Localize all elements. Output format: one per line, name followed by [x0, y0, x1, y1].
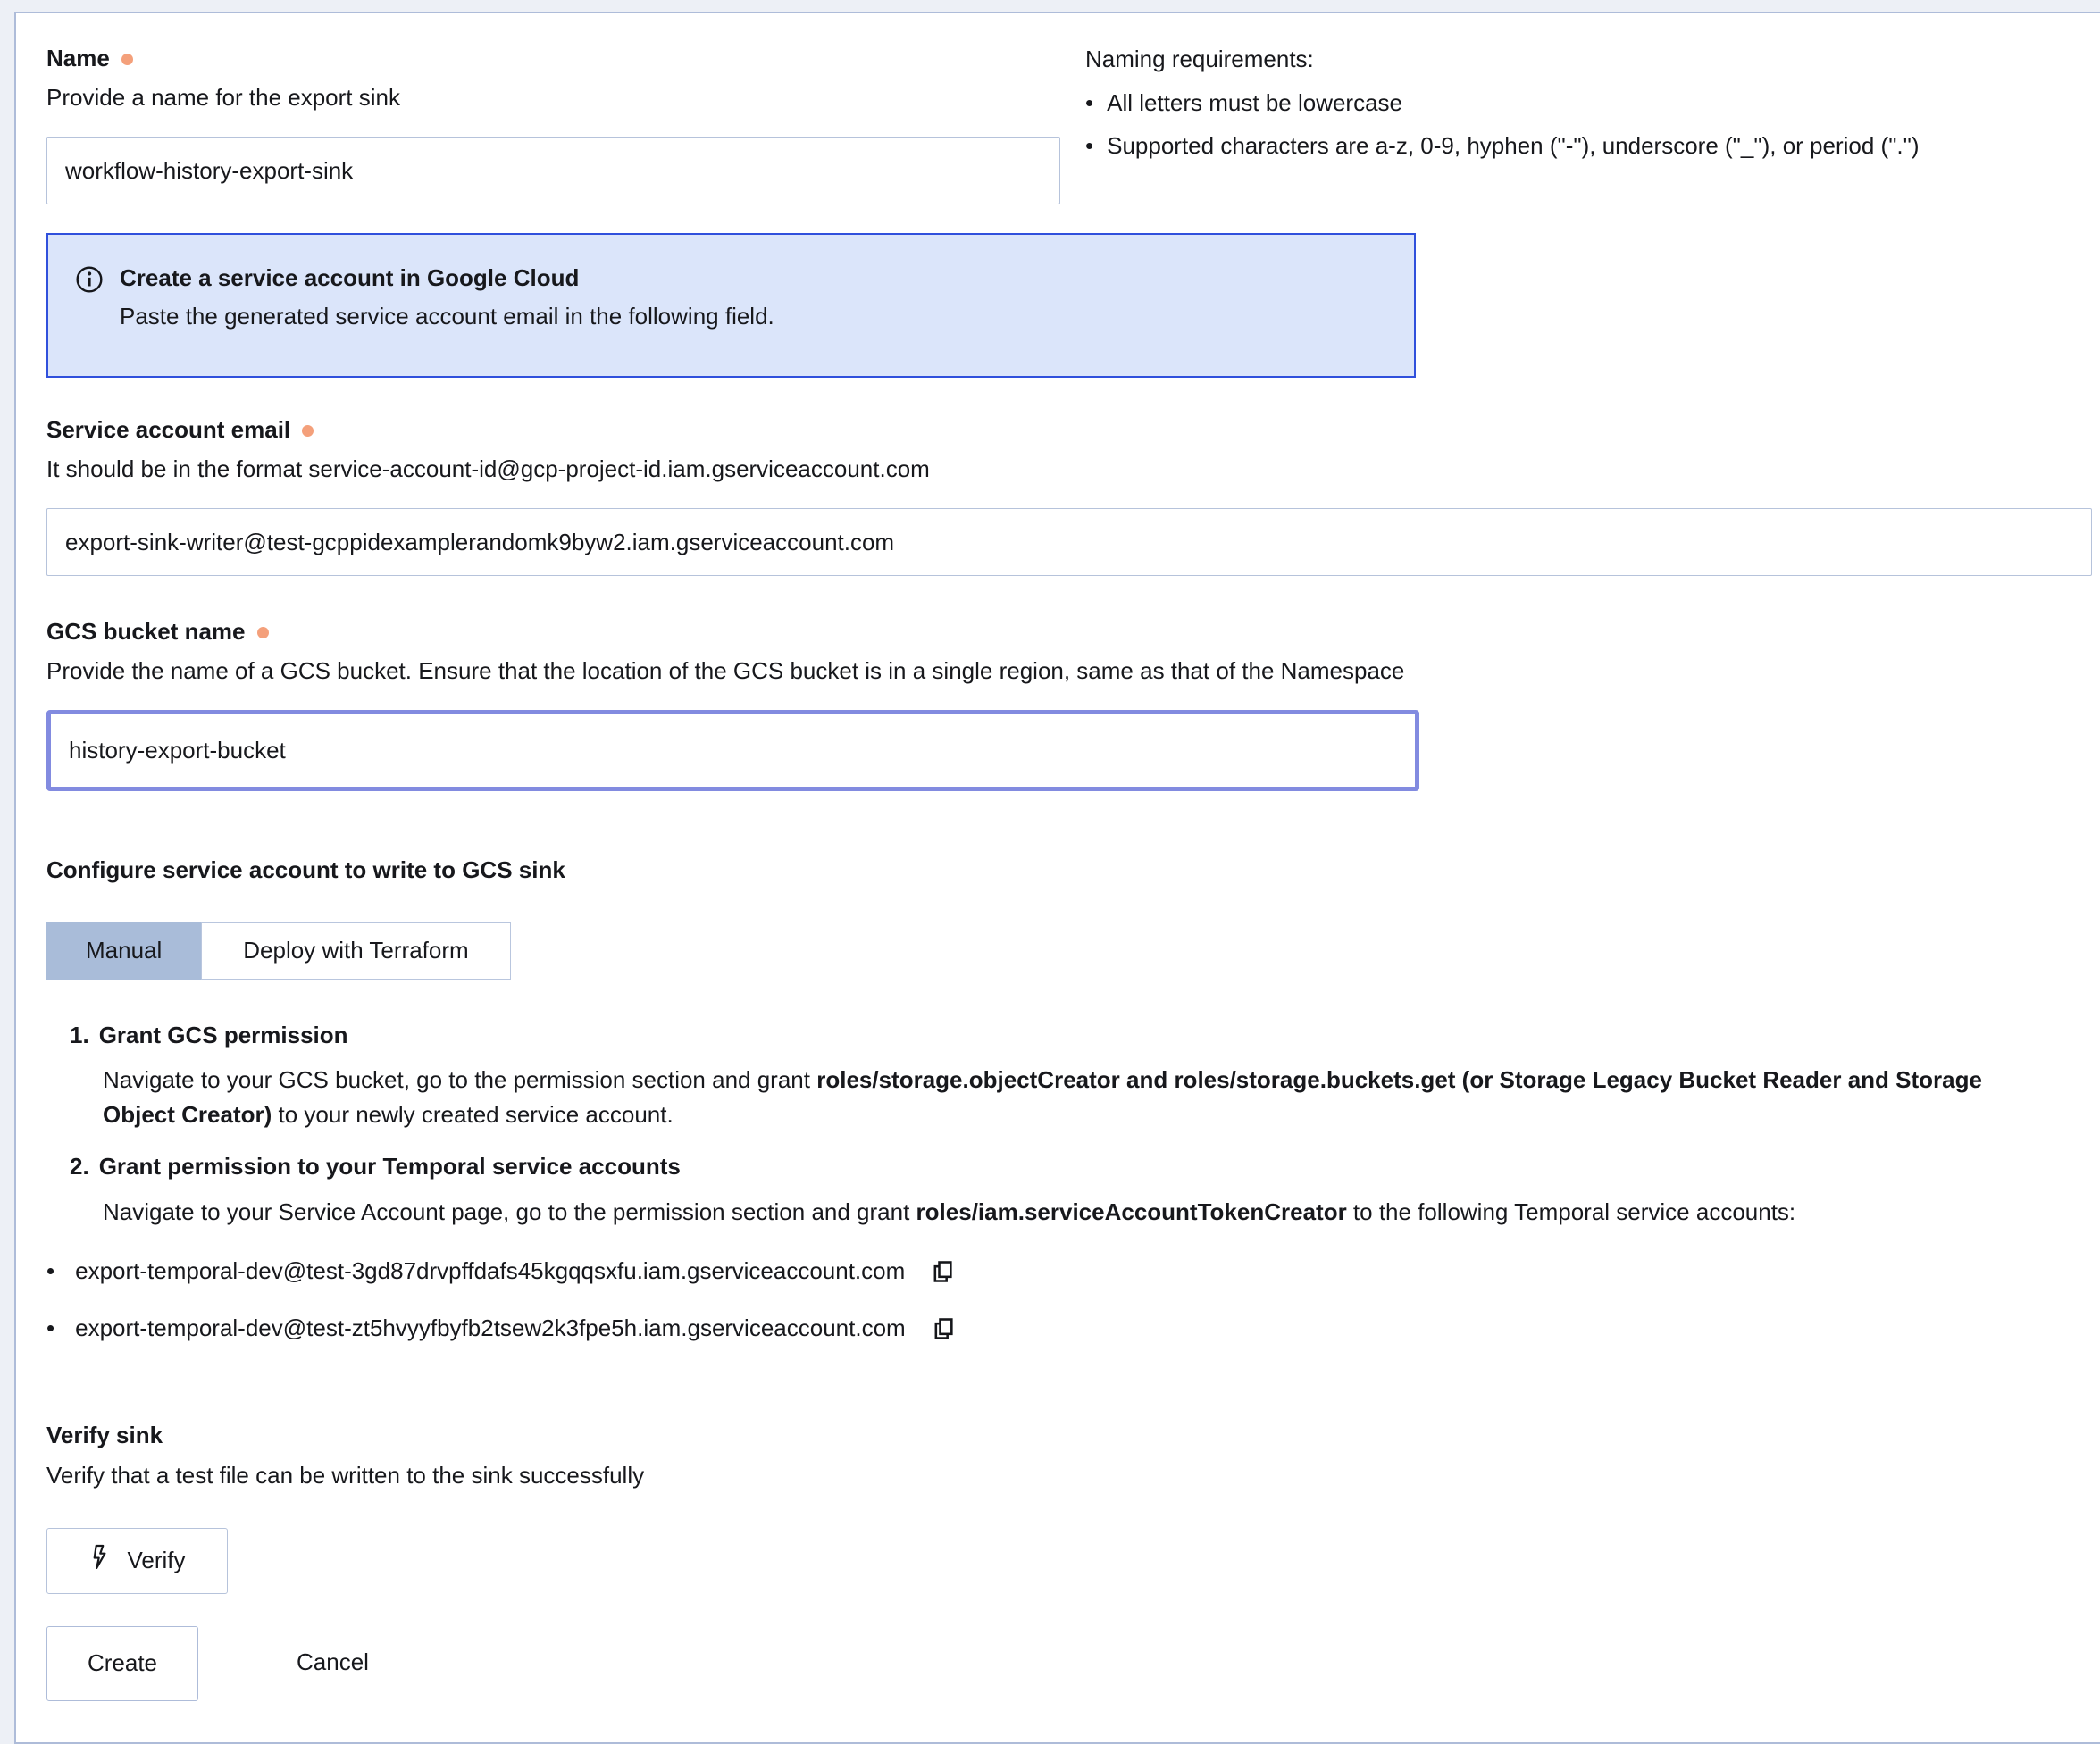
naming-requirement-text: All letters must be lowercase	[1107, 88, 1403, 116]
step-body-prefix: Navigate to your Service Account page, go to the permission section and grant	[103, 1197, 916, 1225]
create-button-label: Create	[87, 1649, 158, 1677]
temporal-account-row	[46, 1314, 2092, 1344]
step-body	[46, 1063, 2038, 1132]
gcs-bucket-input[interactable]	[46, 710, 1419, 791]
temporal-account-email: export-temporal-dev@test-zt5hvyyfbyfb2tsew2k3fpe5h.iam.gserviceaccount.com	[75, 1314, 906, 1342]
step-number: 1.	[70, 1021, 89, 1048]
copy-icon[interactable]	[928, 1256, 957, 1287]
required-dot-icon	[302, 425, 314, 437]
temporal-account-list	[46, 1256, 2092, 1344]
bullet-icon	[46, 1256, 54, 1286]
verify-sink-description: Verify that a test file can be written to the sink successfully	[46, 1462, 645, 1489]
export-sink-form-panel	[14, 12, 2100, 1744]
step-body-bold: roles/storage.objectCreator and roles/storage.buckets.get (or Storage Legacy Bucket Reader and Storage Object Creator)	[103, 1066, 1982, 1128]
create-button[interactable]	[46, 1626, 198, 1701]
gcs-bucket-label-text: GCS bucket name	[46, 618, 246, 645]
service-account-email-label	[46, 415, 2092, 445]
service-account-email-section	[46, 415, 2092, 576]
temporal-account-email: export-temporal-dev@test-3gd87drvpffdafs45kgqqsxfu.iam.gserviceaccount.com	[75, 1257, 906, 1285]
name-label	[46, 44, 1060, 73]
step-number: 2.	[70, 1153, 89, 1180]
tab-deploy-with-terraform[interactable]	[201, 922, 510, 980]
step-body	[46, 1195, 2038, 1230]
verify-button-label: Verify	[127, 1547, 186, 1574]
name-input[interactable]	[46, 137, 1060, 204]
naming-requirements-title: Naming requirements:	[1085, 46, 1314, 72]
copy-icon[interactable]	[929, 1314, 958, 1344]
step-grant-temporal-permission	[46, 1152, 2092, 1230]
step-title-text: Grant GCS permission	[98, 1021, 348, 1048]
gcs-bucket-section	[46, 617, 2092, 791]
verify-button[interactable]	[46, 1528, 228, 1594]
tab-manual-label: Manual	[86, 937, 163, 964]
bullet-icon	[1085, 88, 1093, 118]
cancel-button[interactable]	[297, 1648, 369, 1677]
info-banner-body: Paste the generated service account email in the following field.	[120, 302, 774, 330]
service-account-info-banner	[46, 233, 1416, 378]
name-description: Provide a name for the export sink	[46, 83, 400, 111]
gcs-bucket-label	[46, 617, 2092, 647]
bullet-icon	[1085, 131, 1093, 161]
step-body-bold: roles/iam.serviceAccountTokenCreator	[916, 1197, 1347, 1225]
service-account-email-label-text: Service account email	[46, 416, 291, 443]
step-grant-gcs-permission	[46, 1021, 2092, 1133]
verify-sink-title: Verify sink	[46, 1421, 163, 1448]
lightning-bolt-icon	[88, 1543, 112, 1579]
naming-requirement-item	[1085, 88, 2078, 118]
service-account-email-input[interactable]	[46, 508, 2092, 576]
step-title-text: Grant permission to your Temporal service accounts	[98, 1153, 681, 1180]
service-account-email-description: It should be in the format service-account-id@gcp-project-id.iam.gserviceaccount.com	[46, 455, 930, 482]
tab-deploy-with-terraform-label: Deploy with Terraform	[243, 937, 469, 964]
bullet-icon	[46, 1314, 54, 1343]
form-footer	[46, 1626, 2092, 1701]
step-body-suffix: to your newly created service account.	[272, 1101, 674, 1128]
step-body-suffix: to the following Temporal service accounts:	[1346, 1197, 1796, 1225]
temporal-account-row	[46, 1256, 2092, 1287]
info-banner-title: Create a service account in Google Cloud	[120, 264, 580, 291]
gcs-bucket-description: Provide the name of a GCS bucket. Ensure that the location of the GCS bucket is in a single region, same as that of the Namespace	[46, 656, 1405, 684]
naming-requirements-list	[1085, 88, 2078, 161]
step-body-prefix: Navigate to your GCS bucket, go to the permission section and grant	[103, 1066, 817, 1093]
name-and-requirements-row	[46, 44, 2092, 204]
required-dot-icon	[121, 54, 133, 65]
info-circle-icon	[75, 263, 104, 347]
cancel-button-label: Cancel	[297, 1648, 369, 1675]
tab-manual[interactable]	[46, 922, 201, 980]
naming-requirement-item	[1085, 131, 2078, 161]
configure-tabs	[46, 922, 511, 980]
configure-section-title: Configure service account to write to GCS sink	[46, 856, 565, 883]
required-dot-icon	[257, 627, 269, 638]
name-label-text: Name	[46, 45, 110, 71]
naming-requirement-text: Supported characters are a-z, 0-9, hyphen ("-"), underscore ("_"), or period (".")	[1107, 132, 1920, 159]
manual-steps	[46, 1021, 2092, 1344]
